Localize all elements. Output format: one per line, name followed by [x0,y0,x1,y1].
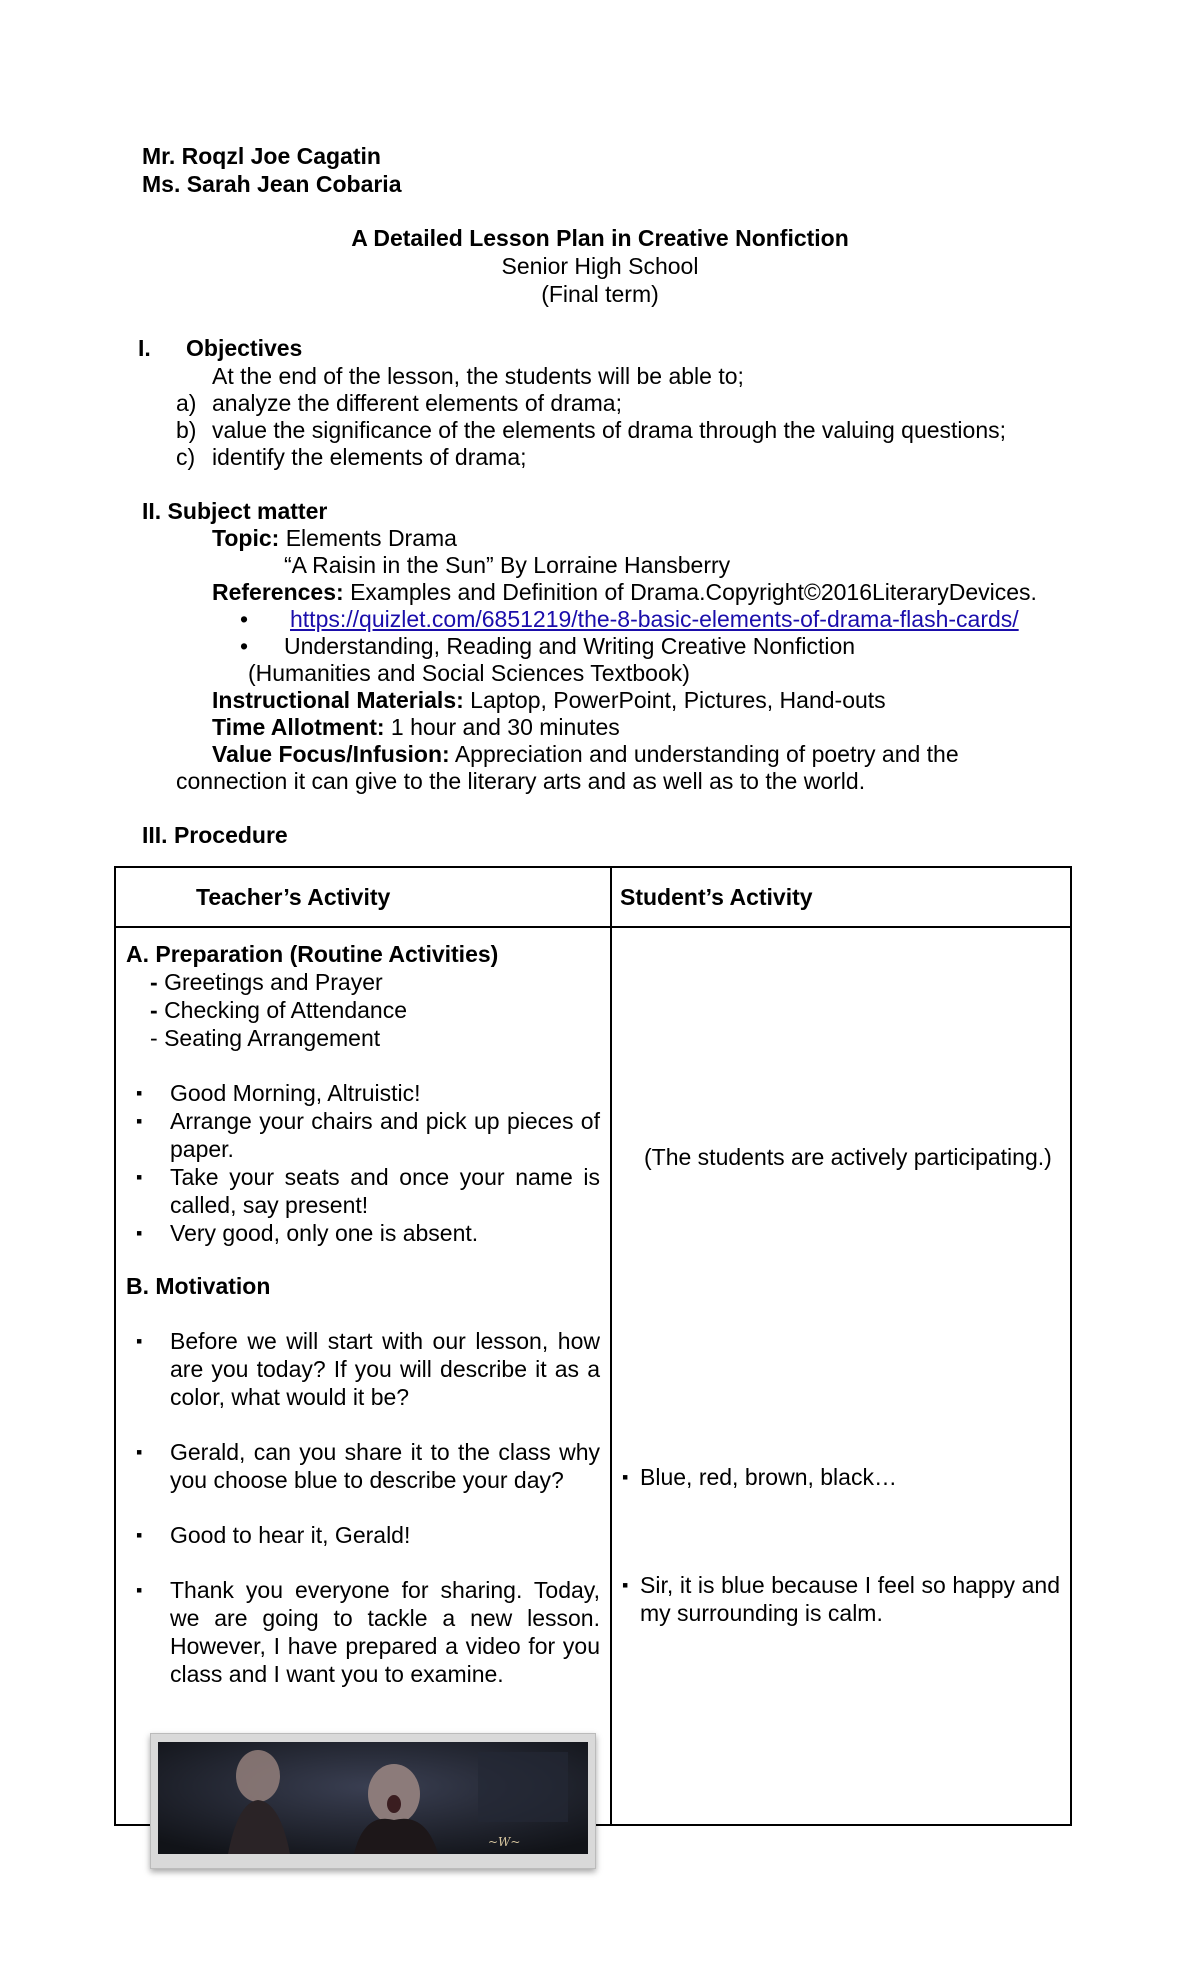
value-text: Appreciation and understanding of poetry and the [454,741,959,767]
procedure-heading: III. Procedure [142,822,288,848]
routine-item: - Seating Arrangement [150,1025,381,1051]
routine-item: - Greetings and Prayer [150,969,383,995]
teacher-activity-cell [115,927,611,1849]
textbook-sub: (Humanities and Social Sciences Textbook) [248,660,690,686]
prep-item: ▪ Good Morning, Altruistic! [126,1079,600,1107]
time-line [212,713,620,741]
time-label: Time Allotment: [212,714,385,740]
materials-line [212,686,886,714]
materials-value: Laptop, PowerPoint, Pictures, Hand-outs [470,687,886,713]
author-2: Ms. Sarah Jean Cobaria [142,171,402,197]
motivation-item: ▪ Gerald, can you share it to the class why you choose blue to describe your day? [126,1438,600,1494]
topic-line [212,524,457,552]
topic-sub: “A Raisin in the Sun” By Lorraine Hansberry [284,552,731,578]
page-subtitle: Senior High School [501,253,699,279]
quizlet-link[interactable]: https://quizlet.com/6851219/the-8-basic-elements-of-drama-flash-cards/ [290,606,1019,632]
textbook-title: Understanding, Reading and Writing Creative Nonfiction [284,633,856,659]
objective-letter: b) [176,417,197,443]
subject-heading: II. Subject matter [142,498,328,524]
bullet-icon: • [240,606,249,632]
prep-item: ▪ Take your seats and once your name is called, say present! [126,1163,600,1219]
value-line [212,740,959,768]
objective-text: identify the elements of drama; [212,444,527,470]
references-line [212,578,1037,606]
student-answer: ▪ Blue, red, brown, black… [622,1463,1060,1491]
value-text-cont: connection it can give to the literary arts and as well as to the world. [176,768,866,794]
motivation-item: ▪ Before we will start with our lesson, how are you today? If you will describe it as a color, what would it be? [126,1327,600,1411]
motivation-heading: B. Motivation [126,1273,271,1299]
objective-letter: a) [176,390,197,416]
references-label: References: [212,579,344,605]
objectives-numeral: I. [138,335,151,361]
materials-label: Instructional Materials: [212,687,464,713]
routine-item: - Checking of Attendance [150,997,408,1023]
value-label: Value Focus/Infusion: [212,741,450,767]
objective-text: value the significance of the elements of drama through the valuing questions; [212,417,1006,443]
procedure-table [114,866,1072,1849]
page-title: A Detailed Lesson Plan in Creative Nonfiction [351,225,849,251]
student-answer: ▪ Sir, it is blue because I feel so happy and my surrounding is calm. [622,1571,1060,1627]
references-value: Examples and Definition of Drama.Copyright©2016LiteraryDevices. [350,579,1037,605]
teacher-header: Teacher’s Activity [115,867,611,927]
student-activity-cell [611,927,1071,1825]
video-thumbnail[interactable] [150,1733,596,1869]
student-header: Student’s Activity [611,867,1071,927]
objective-letter: c) [176,444,196,470]
author-1: Mr. Roqzl Joe Cagatin [142,143,381,169]
objective-text: analyze the different elements of drama; [212,390,622,416]
prep-item: ▪ Arrange your chairs and pick up pieces of paper. [126,1107,600,1163]
student-prep-response: (The students are actively participating.) [644,1144,1052,1170]
time-value: 1 hour and 30 minutes [390,714,620,740]
bullet-icon: • [240,633,249,659]
prep-item: ▪ Very good, only one is absent. [126,1219,600,1247]
topic-label: Topic: [212,525,280,551]
term: (Final term) [541,281,659,307]
objectives-heading: Objectives [186,335,303,361]
topic-value: Elements Drama [285,525,457,551]
watermark-logo: ~W~ [488,1835,521,1849]
motivation-item: ▪ Thank you everyone for sharing. Today, we are going to tackle a new lesson. However, I have prepared a video for you class and I want you to examine. [126,1576,600,1688]
objectives-intro: At the end of the lesson, the students will be able to; [212,363,744,389]
video-still-image [158,1742,588,1854]
prep-heading: A. Preparation (Routine Activities) [126,941,499,967]
motivation-item: ▪ Good to hear it, Gerald! [126,1521,600,1549]
